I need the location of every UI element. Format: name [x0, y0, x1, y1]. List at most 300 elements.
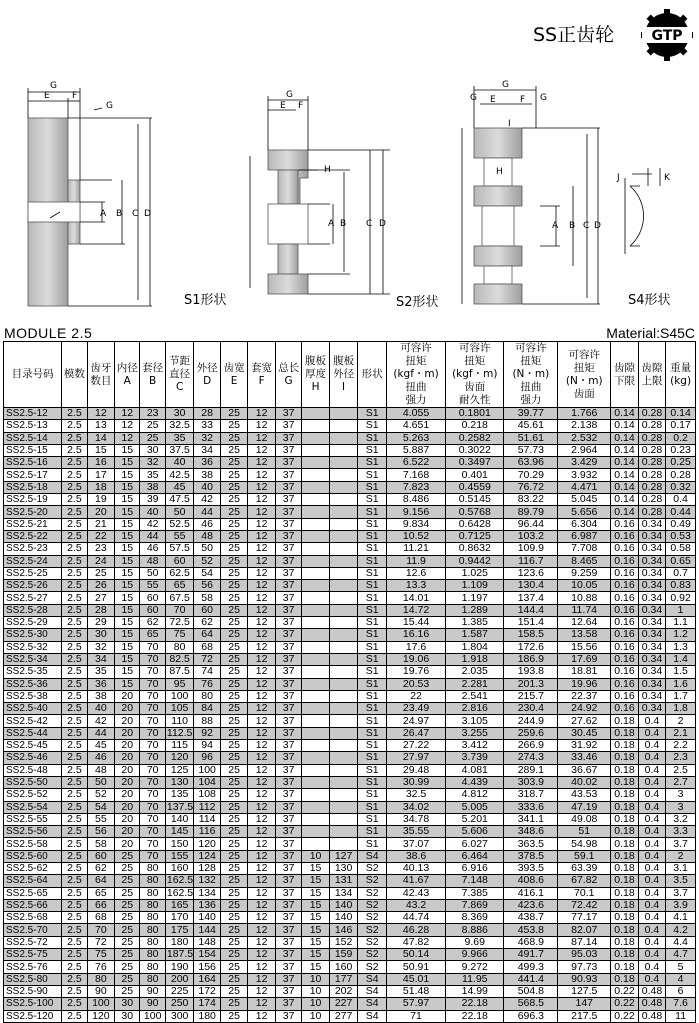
table-cell: 15 [115, 617, 140, 629]
table-cell: 0.14 [611, 432, 639, 444]
table-cell: 333.6 [504, 801, 558, 813]
table-cell: 4.055 [386, 408, 445, 420]
table-cell: SS2.5-13 [4, 420, 62, 432]
table-cell: 37 [275, 924, 301, 936]
table-cell: 130 [165, 776, 194, 788]
table-cell: 127 [329, 850, 358, 862]
table-cell: 51 [558, 826, 611, 838]
table-cell: 72 [87, 936, 115, 948]
table-cell [329, 494, 358, 506]
table-cell: 39 [140, 494, 165, 506]
table-cell: 46 [140, 543, 165, 555]
table-cell: 25 [220, 444, 248, 456]
table-cell: 30.99 [386, 776, 445, 788]
table-cell: 37 [275, 801, 301, 813]
table-cell: 15 [302, 961, 330, 973]
table-cell: 0.28 [638, 494, 666, 506]
table-cell [302, 740, 330, 752]
table-cell: 134 [329, 887, 358, 899]
dim-label: G [50, 81, 57, 91]
table-cell: 25 [220, 985, 248, 997]
table-cell: 12 [248, 862, 276, 874]
table-cell: 82.5 [165, 653, 194, 665]
table-cell: 80 [140, 924, 165, 936]
table-cell: 0.28 [638, 444, 666, 456]
table-cell: 25 [115, 924, 140, 936]
table-cell: 11.9 [386, 555, 445, 567]
table-cell: 25 [220, 776, 248, 788]
table-cell: 16 [87, 457, 115, 469]
table-cell: 1.766 [558, 408, 611, 420]
table-cell: 90 [87, 985, 115, 997]
table-cell: 37 [275, 617, 301, 629]
table-cell: 55 [165, 530, 194, 542]
table-cell: 2.5 [62, 506, 87, 518]
table-cell: 17 [87, 469, 115, 481]
table-cell: 155 [165, 850, 194, 862]
table-cell: 47.5 [165, 494, 194, 506]
table-cell: S1 [358, 801, 387, 813]
table-cell: SS2.5-40 [4, 703, 62, 715]
column-header: 目录号码 [4, 342, 62, 408]
table-cell: 30.45 [558, 727, 611, 739]
table-cell: 0.16 [611, 530, 639, 542]
table-cell: 4.651 [386, 420, 445, 432]
table-cell [302, 617, 330, 629]
table-cell: 100 [87, 998, 115, 1010]
table-cell: 9.156 [386, 506, 445, 518]
table-cell: 25 [220, 432, 248, 444]
table-cell [302, 543, 330, 555]
table-cell: 37 [275, 813, 301, 825]
table-cell: 12 [248, 887, 276, 899]
table-cell: SS2.5-70 [4, 924, 62, 936]
table-cell: 159 [329, 949, 358, 961]
table-cell: 25 [220, 629, 248, 641]
table-cell: 12 [248, 752, 276, 764]
dim-label: H [324, 165, 331, 175]
table-cell: 0.18 [611, 961, 639, 973]
table-cell: 438.7 [504, 912, 558, 924]
table-cell [302, 444, 330, 456]
table-cell: 32 [194, 432, 220, 444]
table-cell: 58 [87, 838, 115, 850]
dim-label: G [502, 80, 509, 90]
table-cell: 2.5 [62, 604, 87, 616]
table-cell: 37 [275, 764, 301, 776]
table-cell: 12 [248, 961, 276, 973]
table-cell: 70 [140, 776, 165, 788]
table-cell: 2.5 [62, 617, 87, 629]
table-cell: 25 [115, 985, 140, 997]
table-cell [329, 764, 358, 776]
table-cell: 20 [115, 740, 140, 752]
table-cell: 23.49 [386, 703, 445, 715]
table-cell: 103.2 [504, 530, 558, 542]
table-cell: 18.81 [558, 666, 611, 678]
table-row [4, 887, 696, 899]
table-cell: 170 [165, 912, 194, 924]
table-cell: 37 [275, 494, 301, 506]
table-cell: 28 [87, 604, 115, 616]
table-cell: 6.464 [446, 850, 504, 862]
table-cell: S1 [358, 666, 387, 678]
table-cell: 0.8632 [446, 543, 504, 555]
table-cell: 125 [165, 764, 194, 776]
table-cell: 318.7 [504, 789, 558, 801]
table-cell: 25 [220, 949, 248, 961]
column-header: 套宽 F [248, 342, 276, 408]
table-row [4, 580, 696, 592]
table-cell: 0.14 [611, 408, 639, 420]
table-cell: 80 [87, 973, 115, 985]
table-cell: 0.14 [611, 494, 639, 506]
table-cell: 25 [220, 666, 248, 678]
table-row [4, 850, 696, 862]
table-cell: 15 [115, 543, 140, 555]
table-cell [329, 567, 358, 579]
table-cell: 2.5 [62, 592, 87, 604]
table-cell: 0.28 [666, 469, 696, 481]
table-cell: 37 [275, 703, 301, 715]
table-cell: 37 [275, 985, 301, 997]
table-cell: 172.6 [504, 641, 558, 653]
table-cell: 15 [87, 444, 115, 456]
table-cell [302, 604, 330, 616]
table-row [4, 1010, 696, 1022]
table-cell: SS2.5-76 [4, 961, 62, 973]
table-cell: 0.34 [638, 703, 666, 715]
table-cell: 0.14 [611, 420, 639, 432]
table-cell: 13 [87, 420, 115, 432]
table-cell: 124 [194, 850, 220, 862]
table-cell: 2.5 [62, 703, 87, 715]
table-cell: 37 [275, 789, 301, 801]
table-cell: 25 [220, 617, 248, 629]
table-cell: 3.7 [666, 887, 696, 899]
table-cell: 2.5 [62, 653, 87, 665]
table-cell: 36 [87, 678, 115, 690]
table-cell: 42 [140, 518, 165, 530]
table-cell: 24 [87, 555, 115, 567]
table-cell: 25 [220, 752, 248, 764]
table-cell: 36 [194, 457, 220, 469]
table-row [4, 813, 696, 825]
dim-label: A [100, 209, 107, 219]
table-cell: 70 [140, 666, 165, 678]
table-cell: 0.7 [666, 567, 696, 579]
table-cell: 0.16 [611, 690, 639, 702]
table-cell: 0.4 [638, 776, 666, 788]
table-cell: 0.18 [611, 912, 639, 924]
table-cell: 2.5 [62, 875, 87, 887]
table-cell: 140 [329, 899, 358, 911]
table-cell: 25 [220, 838, 248, 850]
table-cell: 0.16 [611, 604, 639, 616]
table-cell: 12 [248, 432, 276, 444]
table-cell [329, 469, 358, 481]
table-cell: 0.65 [666, 555, 696, 567]
table-cell: 25 [115, 899, 140, 911]
table-cell: SS2.5-32 [4, 641, 62, 653]
table-cell: 2.5 [62, 678, 87, 690]
table-cell: S2 [358, 875, 387, 887]
table-cell: S1 [358, 457, 387, 469]
column-header: 外径 D [194, 342, 220, 408]
table-cell: 27.97 [386, 752, 445, 764]
table-cell: 25 [220, 813, 248, 825]
table-cell: 12 [248, 555, 276, 567]
table-cell: 2.5 [62, 629, 87, 641]
table-cell: 40 [140, 506, 165, 518]
table-cell: 12 [248, 912, 276, 924]
table-cell: 136 [194, 899, 220, 911]
gear-drawing-svg [0, 68, 699, 320]
table-cell: 0.18 [611, 862, 639, 874]
table-cell: 62 [194, 617, 220, 629]
table-cell: 2.5 [62, 494, 87, 506]
table-cell: 568.5 [504, 998, 558, 1010]
table-cell: 80 [140, 949, 165, 961]
table-row [4, 432, 696, 444]
table-cell: 50.14 [386, 949, 445, 961]
table-cell: 23 [140, 408, 165, 420]
table-cell: 44.74 [386, 912, 445, 924]
table-cell: 32 [140, 457, 165, 469]
table-cell: 37 [275, 629, 301, 641]
table-cell: S1 [358, 543, 387, 555]
table-row [4, 506, 696, 518]
table-cell: S1 [358, 703, 387, 715]
table-cell: 0.18 [611, 887, 639, 899]
table-cell: 30 [140, 444, 165, 456]
table-cell: 63.39 [558, 862, 611, 874]
table-cell: 3.7 [666, 838, 696, 850]
table-cell: 25 [220, 457, 248, 469]
table-cell: 12 [248, 580, 276, 592]
table-cell: 45 [165, 481, 194, 493]
table-cell: 37 [275, 850, 301, 862]
table-cell: 0.34 [638, 666, 666, 678]
table-cell: 0.4 [638, 924, 666, 936]
table-cell: 128 [194, 862, 220, 874]
table-cell: 0.34 [638, 678, 666, 690]
dim-label: E [490, 95, 496, 105]
table-cell: 2.5 [62, 826, 87, 838]
table-cell: 6.987 [558, 530, 611, 542]
table-cell: 227 [329, 998, 358, 1010]
table-cell: S1 [358, 641, 387, 653]
table-cell: 37 [275, 973, 301, 985]
table-cell [329, 580, 358, 592]
table-cell: 25 [115, 875, 140, 887]
table-cell: 76.72 [504, 481, 558, 493]
table-cell: 25 [220, 912, 248, 924]
table-row [4, 530, 696, 542]
table-cell: 15 [115, 518, 140, 530]
table-cell: 46.28 [386, 924, 445, 936]
table-cell: 0.3022 [446, 444, 504, 456]
table-cell: SS2.5-120 [4, 1010, 62, 1022]
table-cell: 0.53 [666, 530, 696, 542]
table-cell: 15 [115, 653, 140, 665]
table-cell: 41.67 [386, 875, 445, 887]
table-cell: 84 [194, 703, 220, 715]
table-cell: 140 [194, 912, 220, 924]
table-cell: S1 [358, 506, 387, 518]
table-cell: SS2.5-56 [4, 826, 62, 838]
table-cell: 50 [87, 776, 115, 788]
table-cell: 0.44 [666, 506, 696, 518]
table-cell: 1.6 [666, 678, 696, 690]
table-cell: 2.5 [62, 912, 87, 924]
table-cell: 39.77 [504, 408, 558, 420]
table-cell: 67.5 [165, 592, 194, 604]
table-cell [302, 530, 330, 542]
table-cell: 12 [248, 494, 276, 506]
table-cell: 65 [165, 580, 194, 592]
table-cell: 12 [248, 703, 276, 715]
table-cell: 0.18 [611, 973, 639, 985]
table-cell: 15 [115, 678, 140, 690]
table-row [4, 752, 696, 764]
table-cell: 100 [140, 1010, 165, 1022]
table-cell [329, 530, 358, 542]
table-cell: 70 [140, 826, 165, 838]
table-cell: 6.916 [446, 862, 504, 874]
table-cell: 21 [87, 518, 115, 530]
table-cell: 46 [87, 752, 115, 764]
table-cell: 15 [115, 481, 140, 493]
table-cell: 12 [248, 949, 276, 961]
table-cell: 0.4 [638, 875, 666, 887]
table-cell: 116.7 [504, 555, 558, 567]
table-body [4, 408, 696, 1023]
table-cell: 0.16 [611, 555, 639, 567]
table-cell: 15 [302, 899, 330, 911]
table-cell: 20 [115, 752, 140, 764]
table-cell: 20 [115, 826, 140, 838]
table-cell: 2.5 [62, 752, 87, 764]
table-cell: 15.56 [558, 641, 611, 653]
table-cell: 25 [115, 949, 140, 961]
column-header: 节距 直径 C [165, 342, 194, 408]
table-row [4, 826, 696, 838]
table-cell: SS2.5-42 [4, 715, 62, 727]
table-cell [302, 408, 330, 420]
table-cell: 50.91 [386, 961, 445, 973]
table-cell: 25 [220, 555, 248, 567]
table-cell: 0.4 [638, 826, 666, 838]
table-cell: 80 [140, 912, 165, 924]
table-cell: 40.02 [558, 776, 611, 788]
table-cell: 7.869 [446, 899, 504, 911]
table-cell: 12 [248, 924, 276, 936]
table-cell: 96 [194, 752, 220, 764]
table-cell: 43.53 [558, 789, 611, 801]
table-cell: 12 [248, 973, 276, 985]
table-cell: 0.14 [666, 408, 696, 420]
table-cell: 0.16 [611, 678, 639, 690]
table-cell [302, 518, 330, 530]
table-row [4, 629, 696, 641]
table-cell: SS2.5-35 [4, 666, 62, 678]
table-cell: 0.18 [611, 826, 639, 838]
table-cell: 15 [115, 666, 140, 678]
table-cell: 158.5 [504, 629, 558, 641]
table-cell: SS2.5-38 [4, 690, 62, 702]
table-cell: 22.37 [558, 690, 611, 702]
table-cell: 0.22 [611, 1010, 639, 1022]
table-cell: 20 [87, 506, 115, 518]
table-cell [329, 481, 358, 493]
table-cell: 0.34 [638, 629, 666, 641]
table-cell: 12 [248, 444, 276, 456]
table-cell: S1 [358, 715, 387, 727]
table-cell: SS2.5-72 [4, 936, 62, 948]
table-cell: 0.14 [611, 469, 639, 481]
dim-label: B [116, 209, 123, 219]
table-cell: 83.22 [504, 494, 558, 506]
spec-table [3, 341, 696, 1023]
table-cell: 20 [115, 789, 140, 801]
column-header: 形状 [358, 342, 387, 408]
table-cell: 0.17 [666, 420, 696, 432]
table-cell: 13.58 [558, 629, 611, 641]
table-cell: 0.18 [611, 936, 639, 948]
table-cell [302, 653, 330, 665]
table-cell: 37 [275, 641, 301, 653]
table-cell: 40 [87, 703, 115, 715]
table-row [4, 973, 696, 985]
table-cell: 2.5 [62, 924, 87, 936]
table-cell [329, 543, 358, 555]
dim-label: D [144, 209, 151, 219]
table-cell: 0.4 [638, 764, 666, 776]
table-cell: 2.5 [62, 444, 87, 456]
table-cell: SS2.5-18 [4, 481, 62, 493]
table-cell: 1.918 [446, 653, 504, 665]
table-cell: S1 [358, 727, 387, 739]
table-cell: 12 [248, 740, 276, 752]
table-cell: 2.7 [666, 776, 696, 788]
table-cell: 303.9 [504, 776, 558, 788]
table-cell: 65 [140, 629, 165, 641]
table-cell: 71 [386, 1010, 445, 1022]
column-header: 齿隙 上限 [638, 342, 666, 408]
table-cell: 20 [115, 801, 140, 813]
table-cell [329, 629, 358, 641]
table-cell: SS2.5-26 [4, 580, 62, 592]
table-cell: 120 [165, 752, 194, 764]
table-cell: S2 [358, 936, 387, 948]
table-cell: 3.2 [666, 813, 696, 825]
table-cell: S1 [358, 432, 387, 444]
table-cell: 44 [194, 506, 220, 518]
table-cell: SS2.5-45 [4, 740, 62, 752]
table-cell: 25 [87, 567, 115, 579]
table-cell: SS2.5-27 [4, 592, 62, 604]
table-cell: 7.708 [558, 543, 611, 555]
table-row [4, 838, 696, 850]
table-cell: S4 [358, 1010, 387, 1022]
table-cell: SS2.5-64 [4, 875, 62, 887]
table-cell: 60 [194, 604, 220, 616]
table-cell: 1.025 [446, 567, 504, 579]
table-cell: 3.429 [558, 457, 611, 469]
table-cell: 230.4 [504, 703, 558, 715]
table-cell: 12 [248, 813, 276, 825]
